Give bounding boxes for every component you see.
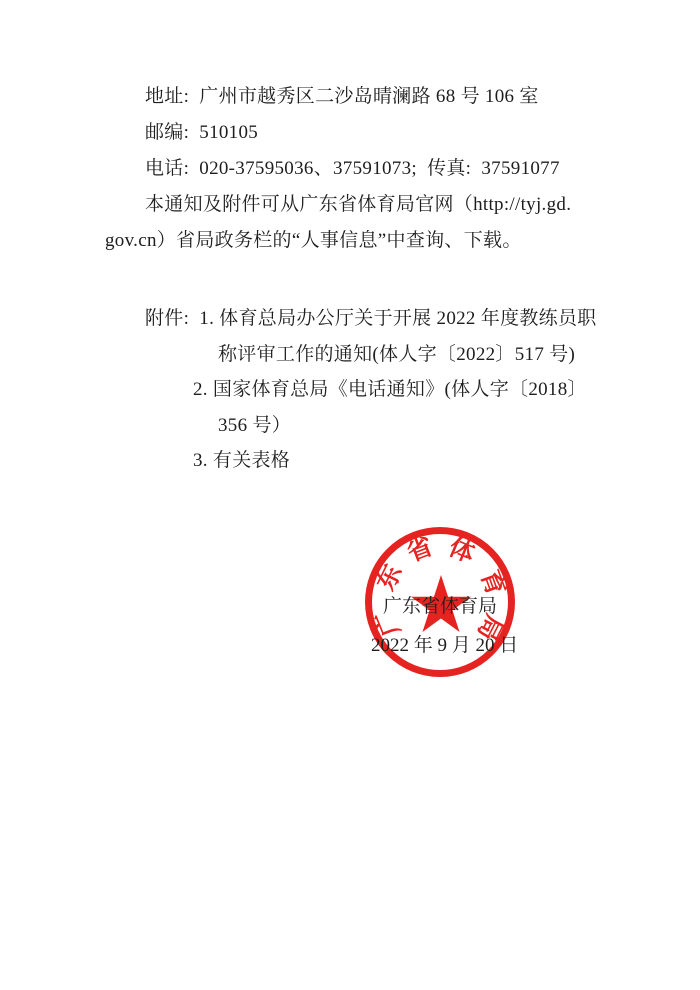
- attachment-2-line-2: 356 号）: [218, 415, 292, 436]
- signature-date: 2022 年 9 月 20 日: [371, 635, 519, 656]
- address-line: 地址: 广州市越秀区二沙岛晴澜路 68 号 106 室: [145, 86, 539, 107]
- notice-paragraph-line-1: 本通知及附件可从广东省体育局官网（http://tyj.gd.: [145, 194, 572, 215]
- notice-paragraph-line-2: gov.cn）省局政务栏的“人事信息”中查询、下载。: [105, 230, 522, 251]
- signature-org: 广东省体育局: [383, 596, 498, 617]
- seal-arc-char: 育: [475, 566, 510, 600]
- seal-arc-char: 东: [372, 560, 408, 595]
- seal-arc-char: 广: [371, 606, 406, 640]
- seal-arc-char: 省: [403, 533, 437, 568]
- attachment-3: 3. 有关表格: [193, 450, 291, 471]
- postal-code-line: 邮编: 510105: [145, 122, 259, 143]
- seal-arc-char: 体: [444, 533, 479, 569]
- attachment-2-line-1: 2. 国家体育总局《电话通知》(体人字〔2018〕: [193, 379, 587, 400]
- seal-arc-char: 局: [471, 609, 508, 645]
- phone-fax-line: 电话: 020-37595036、37591073; 传真: 37591077: [145, 158, 560, 179]
- attachments-label-and-item-1: 附件: 1. 体育总局办公厅关于开展 2022 年度教练员职: [145, 308, 597, 329]
- attachment-1-line-2: 称评审工作的通知(体人字〔2022〕517 号): [218, 344, 576, 365]
